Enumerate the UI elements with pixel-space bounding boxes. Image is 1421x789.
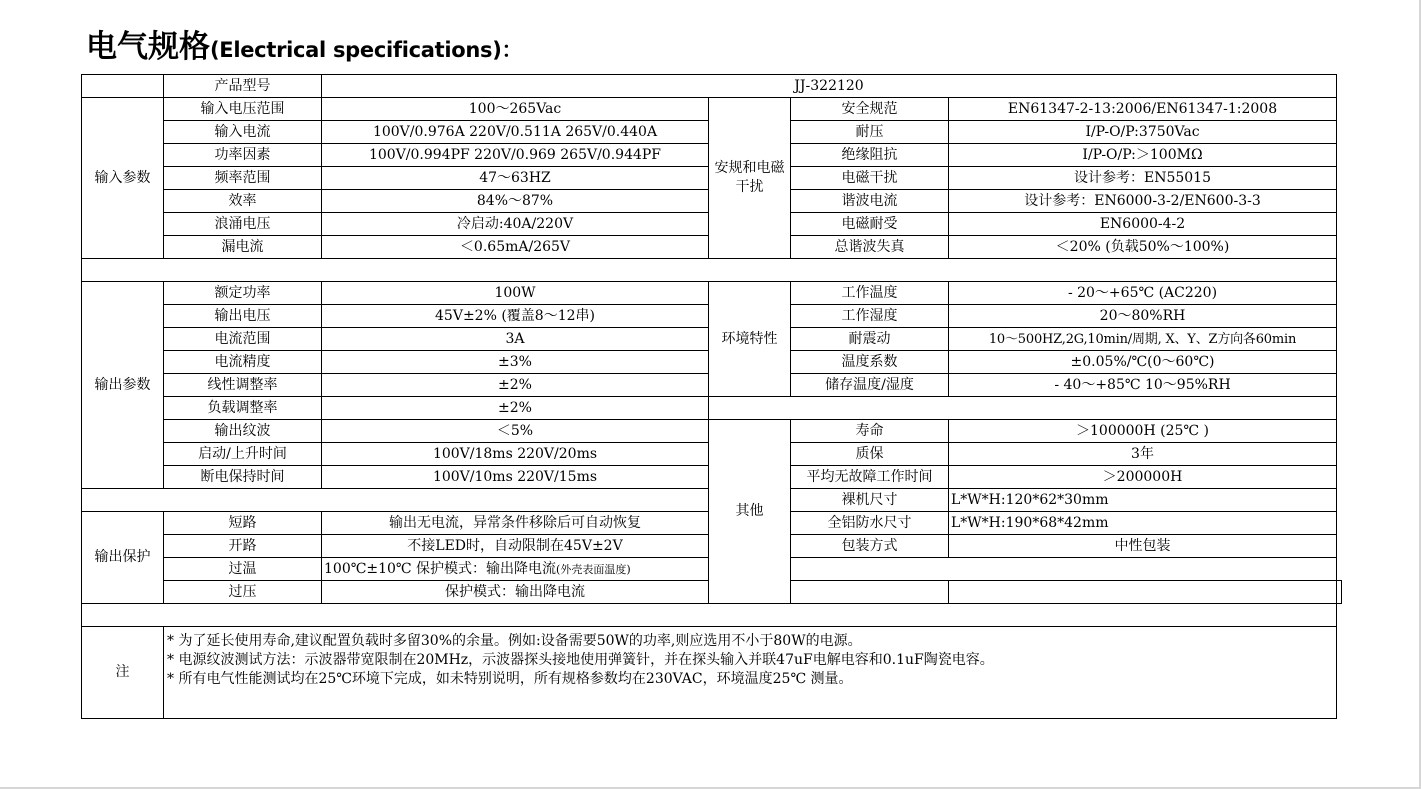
spec-value (322, 558, 709, 581)
spec-label: 耐压 (791, 121, 949, 144)
spec-value: 100V/0.976A 220V/0.511A 265V/0.440A (322, 121, 709, 144)
spec-label: 工作湿度 (791, 305, 949, 328)
spec-value: ±0.05%/℃(0～60℃) (949, 351, 1337, 374)
spec-label: 储存温度/湿度 (791, 374, 949, 397)
spec-label: 裸机尺寸 (791, 489, 949, 512)
spec-value: ±2% (322, 374, 709, 397)
spec-label: 绝缘阻抗 (791, 144, 949, 167)
spec-label: 频率范围 (164, 167, 322, 190)
spec-value: I/P-O/P:3750Vac (949, 121, 1337, 144)
spec-label: 质保 (791, 443, 949, 466)
spec-label: 输出纹波 (164, 420, 322, 443)
spec-value: 10～500HZ,2G,10min/周期, X、Y、Z方向各60min (949, 328, 1337, 351)
spec-value: 100V/0.994PF 220V/0.969 265V/0.944PF (322, 144, 709, 167)
table-row (82, 98, 1342, 121)
spec-label: 工作温度 (791, 282, 949, 305)
spec-value: 100V/10ms 220V/15ms (322, 466, 709, 489)
spec-label: 线性调整率 (164, 374, 322, 397)
note-line: * 电源纹波测试方法：示波器带宽限制在20MHz，示波器探头接地使用弹簧针，并在探头输入并联47uF电解电容和0.1uF陶瓷电容。 (167, 652, 994, 668)
spec-value: 100～265Vac (322, 98, 709, 121)
table-row (82, 75, 1342, 98)
group-protection: 输出保护 (82, 512, 164, 604)
notes-cell (164, 627, 1337, 719)
spec-label: 包装方式 (791, 535, 949, 558)
spec-label: 漏电流 (164, 236, 322, 259)
spacer-row (82, 604, 1342, 627)
spec-label: 谐波电流 (791, 190, 949, 213)
spec-value: ＞200000H (949, 466, 1337, 489)
note-line: * 为了延长使用寿命,建议配置负载时多留30%的余量。例如:设备需要50W的功率,则应选用不小于80W的电源。 (167, 633, 862, 649)
spec-label: 效率 (164, 190, 322, 213)
spec-label: 平均无故障工作时间 (791, 466, 949, 489)
spec-label: 输入电流 (164, 121, 322, 144)
spec-value: 45V±2% (覆盖8～12串) (322, 305, 709, 328)
spec-label: 寿命 (791, 420, 949, 443)
spec-label: 电磁干扰 (791, 167, 949, 190)
spec-value: ＜0.65mA/265V (322, 236, 709, 259)
spacer-row (82, 259, 1342, 282)
spec-value: 47～63HZ (322, 167, 709, 190)
spec-label: 过压 (164, 581, 322, 604)
spec-value: ±3% (322, 351, 709, 374)
spec-label: 温度系数 (791, 351, 949, 374)
spec-value-text: 100℃±10℃ 保护模式：输出降电流 (324, 560, 557, 577)
spec-value: 100W (322, 282, 709, 305)
model-value: JJ-322120 (322, 75, 1337, 98)
spec-value: EN61347-2-13:2006/EN61347-1:2008 (949, 98, 1337, 121)
spec-label: 启动/上升时间 (164, 443, 322, 466)
spec-label: 电流精度 (164, 351, 322, 374)
spec-value: L*W*H:190*68*42mm (949, 512, 1337, 535)
spec-value: ＞100000H (25℃ ) (949, 420, 1337, 443)
spec-value: 3年 (949, 443, 1337, 466)
spec-label: 输出电压 (164, 305, 322, 328)
spec-label: 耐震动 (791, 328, 949, 351)
spec-value: 设计参考：EN6000-3-2/EN600-3-3 (949, 190, 1337, 213)
spec-value: 设计参考：EN55015 (949, 167, 1337, 190)
notes-row (82, 627, 1342, 719)
table-row (82, 397, 1342, 420)
spec-label: 开路 (164, 535, 322, 558)
spec-value: EN6000-4-2 (949, 213, 1337, 236)
spec-value: 输出无电流，异常条件移除后可自动恢复 (322, 512, 709, 535)
spec-label: 浪涌电压 (164, 213, 322, 236)
spec-label: 断电保持时间 (164, 466, 322, 489)
spec-value: 100V/18ms 220V/20ms (322, 443, 709, 466)
spec-label: 电流范围 (164, 328, 322, 351)
spec-label: 额定功率 (164, 282, 322, 305)
spec-value-note: (外壳表面温度) (556, 562, 631, 576)
group-other: 其他 (709, 420, 791, 604)
page-title (86, 26, 522, 70)
model-label: 产品型号 (164, 75, 322, 98)
spec-value: L*W*H:120*62*30mm (949, 489, 1337, 512)
spec-label: 全铝防水尺寸 (791, 512, 949, 535)
spec-value: 中性包装 (949, 535, 1337, 558)
spec-value: 3A (322, 328, 709, 351)
spec-label: 短路 (164, 512, 322, 535)
spec-label: 总谐波失真 (791, 236, 949, 259)
spec-value: 20～80%RH (949, 305, 1337, 328)
table-row (82, 420, 1342, 443)
spec-label: 输入电压范围 (164, 98, 322, 121)
group-env: 环境特性 (709, 282, 791, 397)
spec-value: ＜5% (322, 420, 709, 443)
spec-value: I/P-O/P:＞100MΩ (949, 144, 1337, 167)
spec-label: 安全规范 (791, 98, 949, 121)
table-row (82, 282, 1342, 305)
spec-table (81, 74, 1342, 719)
spec-label: 负载调整率 (164, 397, 322, 420)
spec-value: 保护模式：输出降电流 (322, 581, 709, 604)
spec-value: 84%～87% (322, 190, 709, 213)
spec-label: 电磁耐受 (791, 213, 949, 236)
spec-value: ±2% (322, 397, 709, 420)
group-output: 输出参数 (82, 282, 164, 489)
spec-value: - 40～+85℃ 10～95%RH (949, 374, 1337, 397)
spec-value: - 20～+65℃ (AC220) (949, 282, 1337, 305)
spec-value: 不接LED时，自动限制在45V±2V (322, 535, 709, 558)
group-note: 注 (82, 627, 164, 719)
spec-value: 冷启动:40A/220V (322, 213, 709, 236)
title-en: (Electrical specifications)： (210, 38, 523, 62)
group-safety: 安规和电磁干扰 (709, 98, 791, 259)
spec-label: 功率因素 (164, 144, 322, 167)
spec-label: 过温 (164, 558, 322, 581)
spec-value: ＜20% (负载50%～100%) (949, 236, 1337, 259)
group-input: 输入参数 (82, 98, 164, 259)
note-line: * 所有电气性能测试均在25℃环境下完成，如未特别说明，所有规格参数均在230VAC，环境温度25℃ 测量。 (167, 671, 853, 687)
title-cn: 电气规格 (86, 29, 210, 65)
